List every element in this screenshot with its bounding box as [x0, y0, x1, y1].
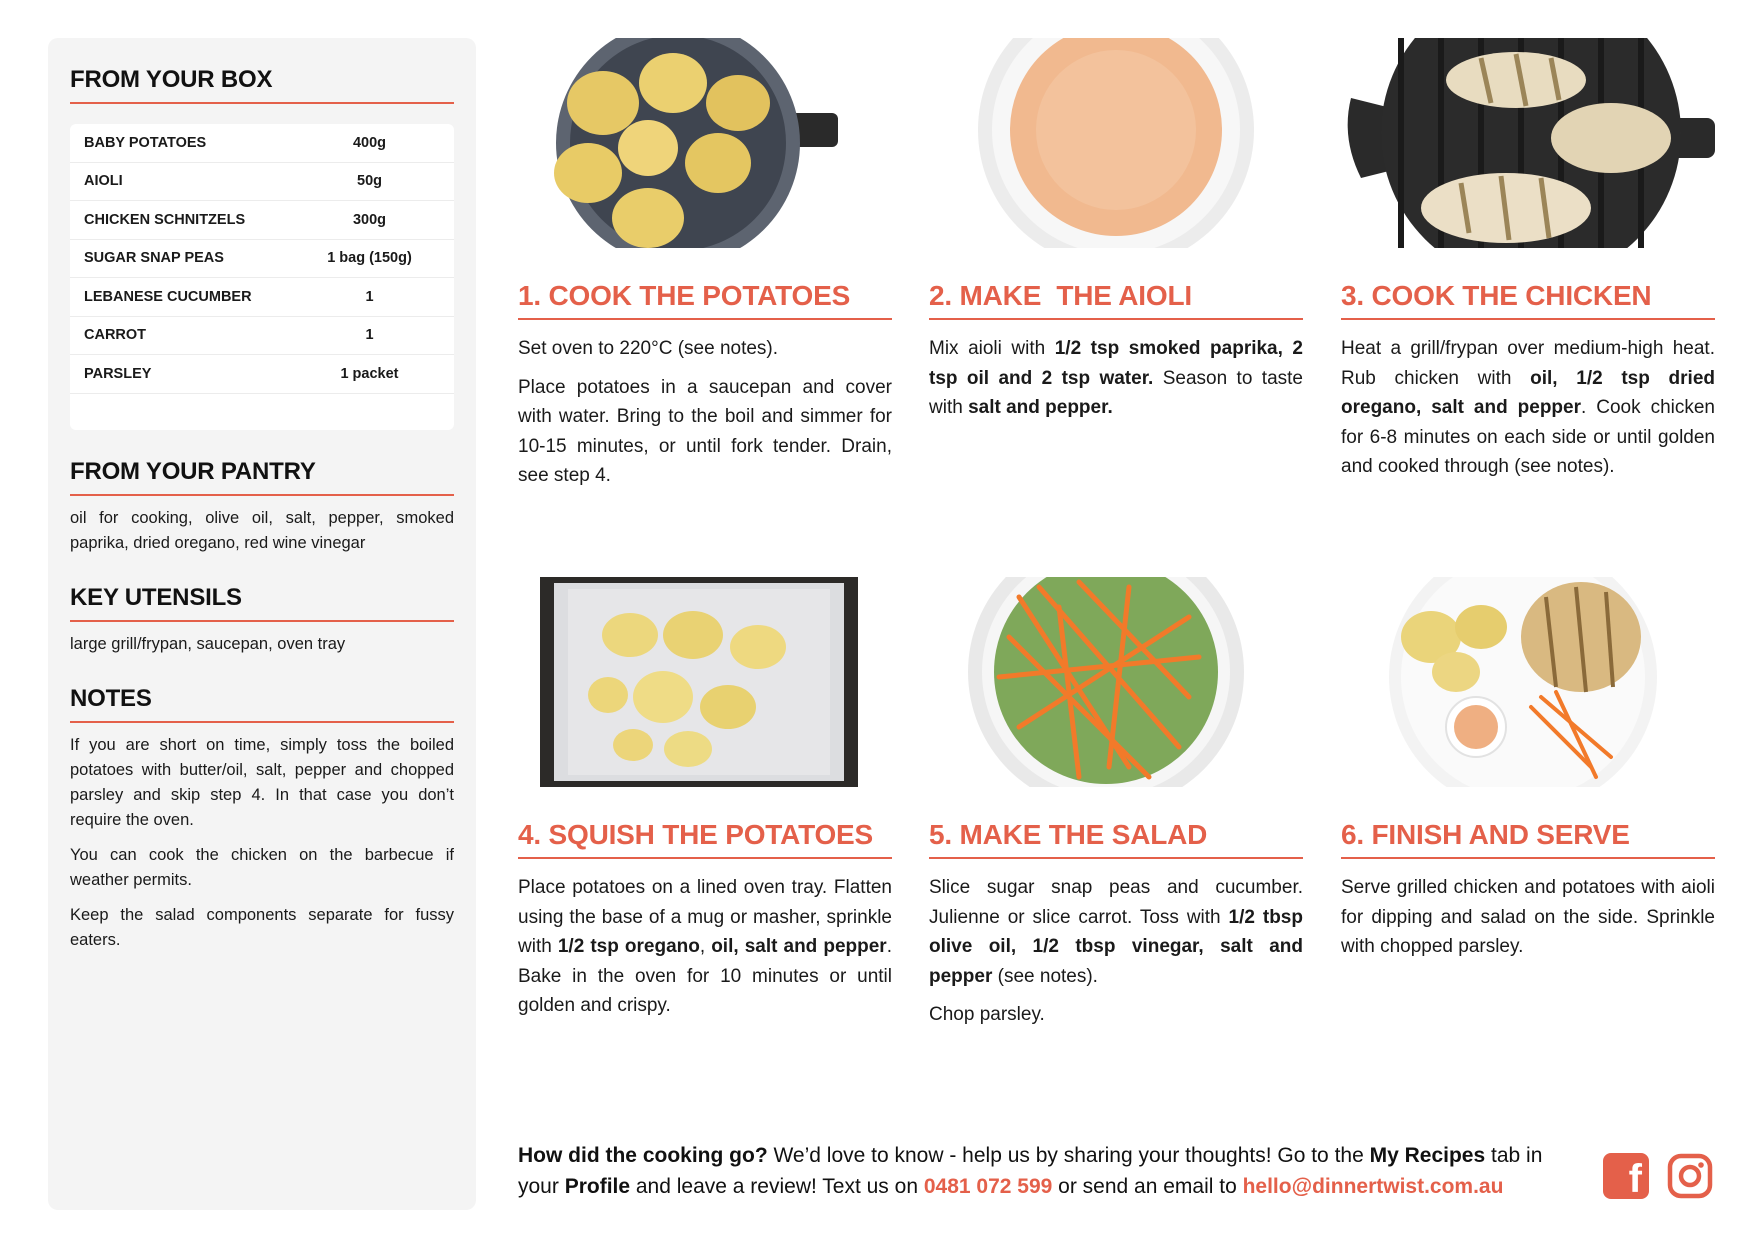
step-paragraph [1341, 334, 1715, 482]
step-photo-aioli-bowl [929, 38, 1303, 248]
step-paragraph [518, 373, 892, 491]
body-text: . Bake in the oven for 10 minutes or until golden and crispy. [518, 936, 892, 1016]
note-paragraph: You can cook the chicken on the barbecue if weather permits. [70, 845, 454, 889]
body-text: Chop parsley. [929, 1004, 1045, 1025]
ingredient-qty: 1 [365, 327, 374, 344]
step-photo-finished-plate [1341, 577, 1715, 787]
step-paragraph [518, 334, 892, 364]
step-4 [518, 577, 892, 1030]
step-body [929, 334, 1303, 423]
step-body [518, 334, 892, 491]
body-text: Serve grilled chicken and potatoes with aioli for dipping and salad on the side. Sprinkle with chopped parsley. [1341, 877, 1715, 957]
contact-link[interactable]: 0481 072 599 [923, 1175, 1053, 1198]
body-text: Mix aioli with [929, 338, 1055, 359]
ingredient-name: SUGAR SNAP PEAS [84, 250, 224, 267]
ingredient-name: CARROT [84, 327, 147, 344]
step-photo-squished-potatoes-tray [518, 577, 892, 787]
table-row [70, 201, 454, 240]
step-3 [1341, 38, 1715, 491]
step-5 [929, 577, 1303, 1039]
step-title: 1. COOK THE POTATOES [518, 280, 892, 320]
box-ingredient-table [70, 124, 454, 430]
notes-body [70, 733, 454, 953]
step-body [518, 873, 892, 1021]
emphasis-text: My Recipes [1369, 1144, 1486, 1167]
body-text: Place potatoes on a lined oven tray. Flatten using the base of a mug or masher, sprinkle with [518, 877, 892, 957]
step-body [929, 873, 1303, 1030]
notes-title: NOTES [70, 685, 454, 723]
emphasis-text: How did the cooking go? [518, 1144, 768, 1167]
table-row [70, 163, 454, 202]
body-text: . Cook chicken for 6-8 minutes on each side or until golden and cooked through (see notes). [1341, 397, 1715, 477]
emphasis-text: 1/2 tbsp olive oil, 1/2 tbsp vinegar, salt and pepper [929, 906, 1303, 987]
feedback-footer [518, 1140, 1578, 1202]
step-2 [929, 38, 1303, 432]
emphasis-text: Profile [564, 1175, 631, 1198]
box-title: FROM YOUR BOX [70, 66, 454, 104]
step-body [1341, 873, 1715, 962]
body-text: tab in your [518, 1144, 1543, 1198]
body-text: Season to taste with [929, 367, 1303, 418]
step-6 [1341, 577, 1715, 971]
step-1 [518, 38, 892, 500]
body-text: or send an email to [1052, 1175, 1243, 1198]
step-title: 5. MAKE THE SALAD [929, 819, 1303, 859]
table-row [70, 355, 454, 394]
note-paragraph: Keep the salad components separate for fussy eaters. [70, 905, 454, 949]
ingredient-name: BABY POTATOES [84, 134, 207, 151]
body-text: , [699, 936, 712, 957]
emphasis-text: salt and pepper. [968, 397, 1113, 418]
body-text: Place potatoes in a saucepan and cover with water. Bring to the boil and simmer for 10-15 minutes, or until fork tender. Drain, see step 4. [518, 376, 892, 486]
step-paragraph [1341, 873, 1715, 962]
ingredient-qty: 1 [365, 288, 374, 305]
step-photo-chicken-on-grill [1341, 38, 1715, 248]
step-title: 2. MAKE THE AIOLI [929, 280, 1303, 320]
step-paragraph [929, 873, 1303, 991]
emphasis-text: 1/2 tsp smoked paprika, 2 tsp oil and 2 tsp water. [929, 338, 1303, 389]
emphasis-text: oil, salt and pepper [711, 936, 887, 957]
ingredient-qty: 300g [352, 211, 387, 228]
ingredient-name: CHICKEN SCHNITZELS [84, 211, 246, 228]
ingredient-name: LEBANESE CUCUMBER [84, 288, 252, 305]
ingredient-qty: 1 packet [340, 365, 399, 382]
ingredient-name: AIOLI [84, 173, 123, 190]
step-paragraph [929, 1000, 1303, 1030]
contact-link[interactable]: hello@dinnertwist.com.au [1242, 1175, 1504, 1198]
step-paragraph [929, 334, 1303, 423]
body-text: Slice sugar snap peas and cucumber. Julienne or slice carrot. Toss with [929, 877, 1303, 928]
body-text: and leave a review! Text us on [630, 1175, 924, 1198]
notes-section [70, 685, 454, 953]
pantry-section [70, 458, 454, 556]
facebook-icon[interactable]: f [1603, 1153, 1649, 1199]
body-text: Set oven to 220°C (see notes). [518, 338, 779, 359]
body-text: (see notes). [992, 965, 1098, 987]
step-title: 4. SQUISH THE POTATOES [518, 819, 892, 859]
utensils-title: KEY UTENSILS [70, 584, 454, 622]
emphasis-text: oil, 1/2 tsp dried oregano, salt and pepper [1341, 367, 1715, 418]
pantry-text: oil for cooking, olive oil, salt, pepper, smoked paprika, dried oregano, red wine vinegar [70, 508, 454, 552]
sidebar [48, 38, 476, 1210]
utensils-text: large grill/frypan, saucepan, oven tray [70, 634, 346, 653]
pantry-title: FROM YOUR PANTRY [70, 458, 454, 496]
note-paragraph: If you are short on time, simply toss the boiled potatoes with butter/oil, salt, pepper and chopped parsley and skip step 4. In that case you don’t require the oven. [70, 735, 454, 829]
body-text: Heat a grill/frypan over medium-high heat. Rub chicken with [1341, 338, 1715, 389]
table-row [70, 124, 454, 163]
ingredient-name: PARSLEY [84, 365, 152, 382]
ingredient-qty: 400g [352, 134, 387, 151]
body-text: We’d love to know - help us by sharing your thoughts! Go to the [767, 1144, 1370, 1167]
step-body [1341, 334, 1715, 482]
ingredient-qty: 50g [357, 173, 382, 190]
table-row [70, 317, 454, 356]
step-title: 6. FINISH AND SERVE [1341, 819, 1715, 859]
table-row [70, 240, 454, 279]
ingredient-qty: 1 bag (150g) [327, 250, 412, 267]
emphasis-text: 1/2 tsp oregano [557, 936, 700, 957]
step-paragraph [518, 873, 892, 1021]
table-row [70, 278, 454, 317]
step-photo-potatoes-in-pan [518, 38, 892, 248]
utensils-section [70, 584, 454, 657]
step-title: 3. COOK THE CHICKEN [1341, 280, 1715, 320]
step-photo-salad-bowl [929, 577, 1303, 787]
instagram-icon[interactable] [1667, 1153, 1713, 1199]
